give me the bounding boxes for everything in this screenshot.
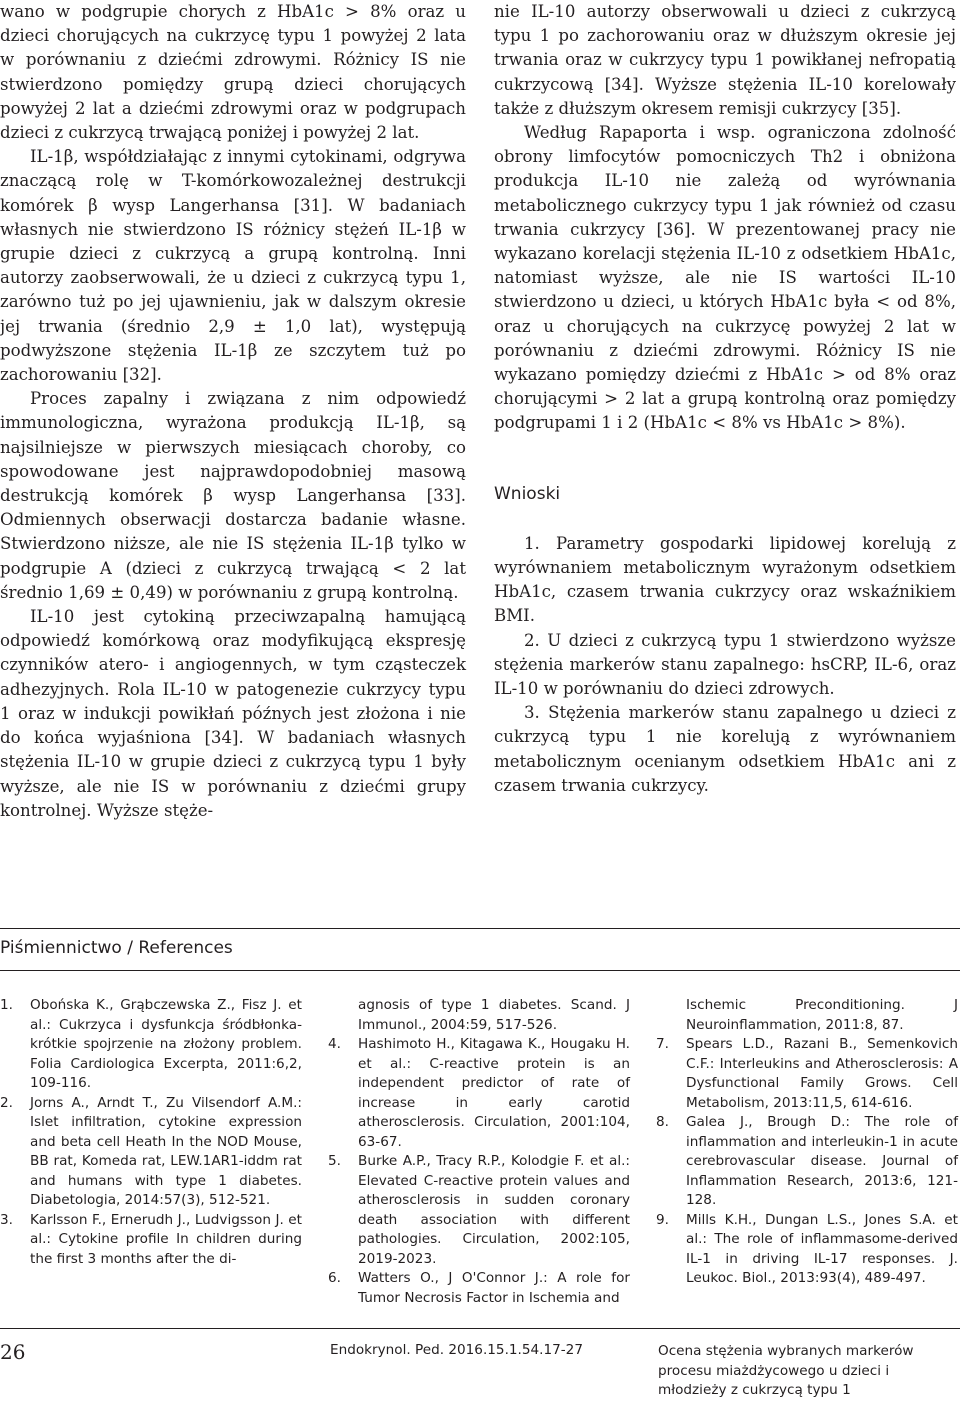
reference-text: Burke A.P., Tracy R.P., Kolodgie F. et al.: Elevated C-reactive protein values and atherosclerosis in sudden coronary death association with different pathologies. Circulation, 2002:105, 2019-2023. [358,1153,630,1267]
reference-text: Watters O., J O'Connor J.: A role for Tumor Necrosis Factor in Ischemia and [358,1270,630,1306]
reference-item [656,1113,958,1211]
reference-number: 1. [0,997,13,1013]
reference-text: Hashimoto H., Kitagawa K., Hougaku H. et al.: C-reactive protein is an independent predictor of rate of increase in early carotid atherosclerosis. Circulation, 2001:104, 63-67. [358,1036,630,1150]
footer-rule [0,1328,960,1329]
reference-number: 3. [0,1211,13,1228]
reference-continuation: agnosis of type 1 diabetes. Scand. J Immunol., 2004:59, 517-526. [358,997,630,1033]
reference-text: Spears L.D., Razani B., Semenkovich C.F.: Interleukins and Atherosclerosis: A Dysfunctional Family Grows. Cell Metabolism, 2013:11,5, 614-616. [686,1036,958,1111]
references-top-rule [0,928,960,929]
reference-number: 4. [328,1036,341,1052]
reference-number: 2. [0,1094,13,1111]
reference-text: Jorns A., Arndt T., Zu Vilsendorf A.M.: Islet infiltration, cytokine expression and beta cell Heath In the NOD Mouse, BB rat, Komeda rat, LEW.1AR1-iddm rat and humans with type 1 diabetes. Diabetologia, 2014:57(3), 512-521. [30,1094,302,1208]
paragraph: wano w podgrupie chorych z HbA1c > 8% oraz u dzieci chorujących na cukrzycę typu 1 powyżej 2 lata w porównaniu z dziećmi zdrowymi. Różnicy IS nie stwierdzono pomiędzy grupą dzieci chorujących powyżej 2 lat a dziećmi zdrowymi oraz w podgrupach dzieci z cukrzycą trwającą poniżej i powyżej 2 lat. [0,2,466,143]
reference-text: Obońska K., Grąbczewska Z., Fisz J. et al.: Cukrzyca i dysfunkcja śródbłonka-krótkie spojrzenie na złożony problem. Folia Cardiologica Excerpta, 2011:6,2, 109-116. [30,997,302,1091]
reference-item [328,1152,630,1269]
reference-item [656,1211,958,1289]
journal-citation: Endokrynol. Ped. 2016.15.1.54.17-27 [330,1342,583,1358]
conclusions-heading: Wnioski [494,483,561,504]
reference-number: 9. [656,1211,669,1228]
reference-item [0,1211,302,1270]
reference-continuation: Ischemic Preconditioning. J Neuroinflammation, 2011:8, 87. [686,997,958,1033]
references-heading: Piśmiennictwo / References [0,938,233,958]
paragraph: Według Rapaporta i wsp. ograniczona zdolność obrony limfocytów pomocniczych Th2 i obniżona produkcja IL-10 nie zależą od wyrównania metabolicznego cukrzycy typu 1 jak również od czasu trwania cukrzycy [36]. W prezentowanej pracy nie wykazano korelacji stężenia IL-10 z odsetkiem HbA1c, natomiast wyższe, ale nie IS wartości IL-10 stwierdzono u dzieci, u których HbA1c była < od 8%, oraz u chorujących na cukrzycę powyżej 2 lat w porównaniu z dziećmi zdrowymi. Różnicy IS nie wykazano pomiędzy dziećmi z HbA1c > od 8% oraz chorującymi > 2 lat a grupą kontrolną oraz pomiędzy podgrupami 1 i 2 (HbA1c < 8% vs HbA1c > 8%). [494,123,956,433]
references-heading-rule [0,970,960,971]
reference-item [328,1035,630,1152]
conclusion-item: 3. Stężenia markerów stanu zapalnego u dzieci z cukrzycą typu 1 nie korelują z wyrównaniem metabolicznym ocenianym odsetkiem HbA1c ani z czasem trwania cukrzycy. [494,703,956,795]
paragraph: nie IL-10 autorzy obserwowali u dzieci z cukrzycą typu 1 po zachorowaniu oraz w dłuższym okresie jej trwania oraz w cukrzycy typu 1 powikłanej nefropatią cukrzycową [34]. Wyższe stężenia IL-10 korelowały także z dłuższym okresem remisji cukrzycy [35]. [494,2,956,118]
paragraph: IL-1β, współdziałając z innymi cytokinami, odgrywa znaczącą rolę w T-komórkowozależnej destrukcji komórek β wysp Langerhansa [31]. W badaniach własnych nie stwierdzono IS różnicy stężeń IL-1β w grupie dzieci z cukrzycą a grupą kontrolną. Inni autorzy zaobserwowali, że u dzieci z cukrzycą typu 1, zarówno tuż po jej ujawnieniu, jak w dalszym okresie jej trwania (średnio 2,9 ± 1,0 lat), występują podwyższone stężenia IL-1β ze szczytem tuż po zachorowaniu [32]. [0,147,466,385]
reference-number: 6. [328,1270,341,1286]
reference-text: Karlsson F., Ernerudh J., Ludvigsson J. et al.: Cytokine profile In children during the first 3 months after the di- [30,1211,302,1267]
page-number: 26 [0,1340,26,1364]
conclusion-item: 2. U dzieci z cukrzycą typu 1 stwierdzono wyższe stężenia markerów stanu zapalnego: hsCRP, IL-6, oraz IL-10 w porównaniu do dzieci zdrowych. [494,630,956,699]
reference-number: 8. [656,1114,669,1130]
references-column-1 [0,996,302,1269]
reference-item [328,1269,630,1308]
running-title: Ocena stężenia wybranych markerów procesu miażdżycowego u dzieci i młodzieży z cukrzycą typu 1 [658,1343,914,1398]
reference-text: Mills K.H., Dungan L.S., Jones S.A. et al.: The role of inflammasome-derived IL-1 in driving IL-17 responses. J. Leukoc. Biol., 2013:93(4), 489-497. [686,1211,958,1286]
right-text-column [494,0,956,798]
reference-number: 5. [328,1153,341,1169]
references-column-3 [656,996,958,1289]
references-column-2 [328,996,630,1308]
reference-text: Galea J., Brough D.: The role of inflammation and interleukin-1 in acute cerebrovascular disease. Journal of Inflammation Research, 2013:6, 121-128. [686,1114,958,1208]
conclusion-item: 1. Parametry gospodarki lipidowej korelują z wyrównaniem metabolicznym wyrażonym odsetkiem HbA1c, czasem trwania cukrzycy oraz wskaźnikiem BMI. [494,533,956,626]
paragraph: IL-10 jest cytokiną przeciwzapalną hamującą odpowiedź komórkową oraz modyfikującą ekspresję czynników atero- i angiogennych, w tym cząsteczek adhezyjnych. Rola IL-10 w patogenezie cukrzycy typu 1 oraz w indukcji powikłań późnych jest złożona i nie do końca wyjaśniona [34]. W badaniach własnych stężenia IL-10 w grupie dzieci z cukrzycą typu 1 były wyższe, ale nie IS w porównaniu z dziećmi grupy kontrolnej. Wyższe stęże- [0,607,466,820]
reference-item [0,1094,302,1211]
reference-item [0,996,302,1094]
reference-item [656,1035,958,1113]
reference-number: 7. [656,1036,669,1052]
paragraph: Proces zapalny i związana z nim odpowiedź immunologiczna, wyrażona produkcją IL-1β, są najsilniejsze w pierwszych miesiącach choroby, co spowodowane jest najprawdopodobniej masową destrukcją komórek β wysp Langerhansa [33]. Odmiennych obserwacji dostarcza badanie własne. Stwierdzono niższe, ale nie IS stężenia IL-1β tylko w podgrupie A (dzieci z cukrzycą trwającą < 2 lat średnio 1,69 ± 0,49) w porównaniu z grupą kontrolną. [0,389,466,602]
left-text-column [0,0,466,823]
